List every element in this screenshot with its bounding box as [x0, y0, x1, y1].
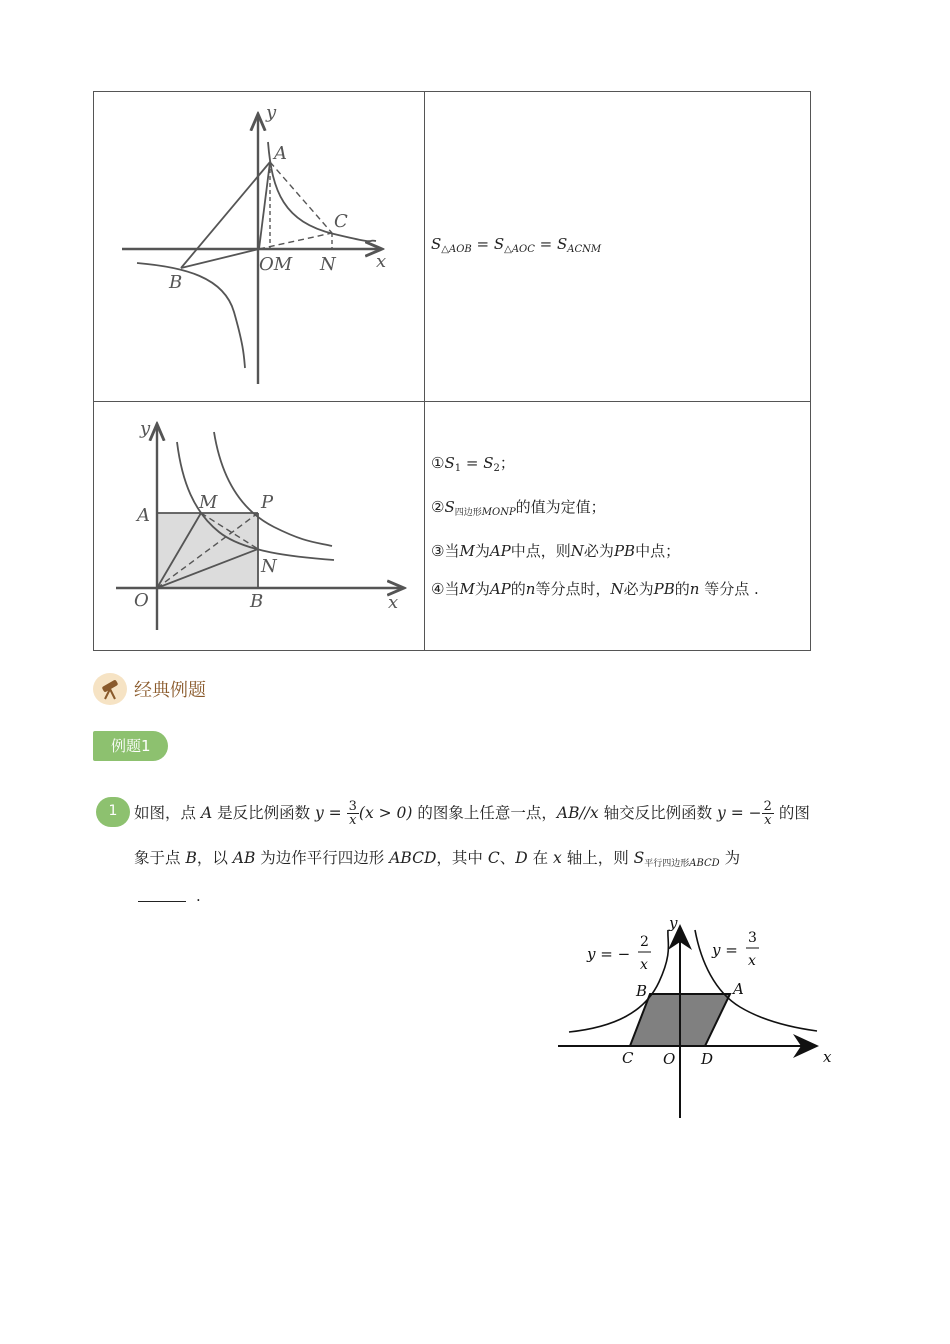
fraction-3-over-x: $\frac{3}{x}$: [348, 799, 357, 828]
telescope-icon: [93, 672, 129, 706]
label-C-q: C: [622, 1049, 634, 1067]
property-3: ③当M为AP中点，则N必为PB中点；: [431, 542, 681, 560]
properties-cell-2: [425, 402, 811, 651]
label-N: N: [320, 254, 336, 275]
figure-cell-1: [94, 92, 425, 402]
figure-cell-2: [94, 402, 425, 651]
label-A-2: A: [137, 505, 150, 526]
answer-blank[interactable]: [138, 901, 186, 902]
figure-rectangle-hyperbola: [94, 402, 424, 646]
property-4: ④当M为AP的n等分点时，N必为PB的n 等分点 .: [431, 580, 759, 598]
label-O-q: O: [663, 1050, 676, 1068]
label-y: y: [266, 102, 277, 123]
label-B-2: B: [250, 591, 264, 612]
label-M-2: M: [199, 492, 218, 513]
example-pill: 例题1: [93, 731, 168, 761]
area-equality-formula: $S_{\triangle AOB} = S_{\triangle AOC} = S_{ACNM}$: [431, 234, 602, 255]
label-right-den: x: [748, 953, 756, 969]
label-O-2: O: [134, 590, 149, 611]
answer-end-period: .: [196, 887, 201, 905]
label-left-func: y = −: [587, 945, 631, 963]
property-2: $②S_{四边形MONP}$的值为定值；: [431, 498, 606, 518]
label-A-q: A: [733, 980, 744, 998]
label-A: A: [274, 143, 287, 164]
label-D-q: D: [701, 1050, 714, 1068]
label-right-func: y =: [712, 941, 738, 959]
question-line-1: 如图，点 A 是反比例函数 y = $\frac{3}{x}$ (x > 0) 的图象上任意一点，AB//x 轴交反比例函数 y = − $\frac{2}{x}$ 的图: [134, 799, 810, 828]
label-left-den: x: [640, 957, 648, 973]
label-x-2: x: [388, 592, 399, 613]
question-number-badge: 1: [96, 797, 130, 827]
label-y-q: y: [669, 914, 678, 932]
label-OM: OM: [259, 254, 293, 275]
formula-cell-1: [425, 92, 811, 402]
question-line-2: 象于点 B，以 AB 为边作平行四边形 ABCD，其中 C、D 在 x 轴上，则 S平行四边形$_{ABCD}$ 为: [134, 849, 741, 869]
figure-triangles-area: [94, 92, 424, 397]
label-right-num: 3: [748, 930, 757, 946]
label-C: C: [334, 211, 348, 232]
label-B-q: B: [636, 982, 648, 1000]
label-P-2: P: [261, 492, 274, 513]
section-title: 经典例题: [134, 680, 206, 701]
properties-table: [93, 91, 811, 651]
question-graph: [555, 912, 845, 1122]
label-x-q: x: [823, 1048, 832, 1066]
label-left-num: 2: [640, 934, 649, 950]
property-1: $①S_1 = S_2$；: [431, 454, 515, 474]
label-x: x: [376, 251, 387, 272]
label-N-2: N: [261, 556, 277, 577]
label-B: B: [169, 272, 183, 293]
fraction-2-over-x: $\frac{2}{x}$: [763, 799, 772, 828]
hyperbola-q3: [137, 263, 245, 368]
label-y-2: y: [140, 418, 151, 439]
